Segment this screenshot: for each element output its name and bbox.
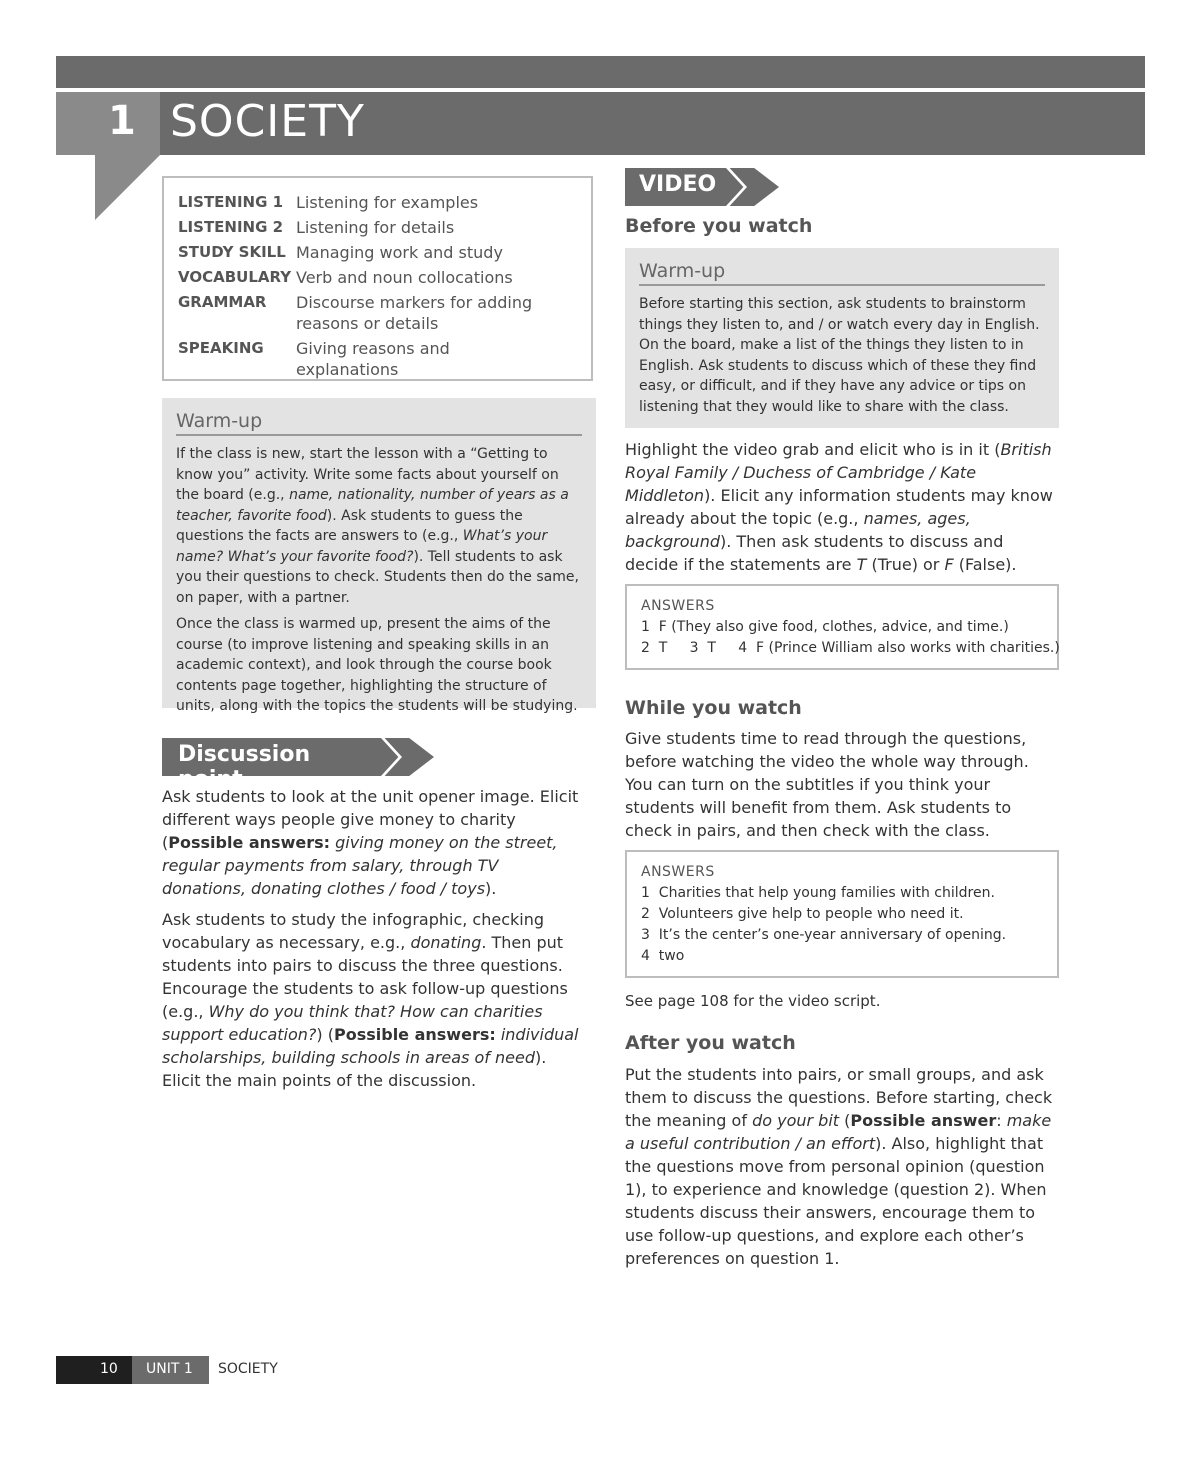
warmup-paragraph-1: If the class is new, start the lesson with a “Getting to know you” activity. Write some facts about yourself on the board (e.g., name, nationality, number of years as a teacher, favorite food). Ask students to guess the questions the facts are answers to (e.g., What’s your name? What’s your favorite food?). Tell students to ask you their questions to check. Students then do the same, on paper, with a partner.	[176, 446, 579, 606]
warmup-right-text: Before starting this section, ask students to brainstorm things they listen to, and / or watch every day in English. On the board, make a list of the things they listen to in English. Ask students to discuss which of these they find easy, or difficult, and if they have any advice or tips on listening that they would like to share with the class.	[639, 296, 1040, 415]
after-you-watch-heading: After you watch	[625, 1032, 796, 1054]
answer-line: 4 two	[641, 948, 685, 964]
aim-key: LISTENING 2	[178, 218, 284, 236]
aim-value: Listening for examples	[296, 193, 479, 212]
answer-line: 2 Volunteers give help to people who need it.	[641, 906, 964, 922]
footer-page-number: 10	[100, 1361, 118, 1377]
answers-heading: ANSWERS	[641, 864, 715, 880]
unit-number: 1	[108, 98, 136, 144]
aim-key: STUDY SKILL	[178, 243, 286, 261]
footer-unit-label: UNIT 1	[146, 1361, 193, 1377]
aims-row	[178, 240, 556, 265]
answer-line: 1 F (They also give food, clothes, advice, and time.)	[641, 619, 1009, 635]
before-you-watch-heading: Before you watch	[625, 215, 813, 237]
discussion-point-label: Discussion point	[178, 742, 311, 792]
warmup-box-right	[625, 248, 1059, 428]
aims-row	[178, 190, 556, 215]
aim-value: Managing work and study	[296, 243, 503, 262]
answers-heading: ANSWERS	[641, 598, 715, 614]
warmup-box-left	[162, 398, 596, 714]
aim-key: LISTENING 1	[178, 193, 284, 211]
aim-value: Listening for details	[296, 218, 455, 237]
aim-value: Verb and noun collocations	[296, 268, 513, 287]
aims-row	[178, 265, 556, 290]
while-you-watch-text: Give students time to read through the questions, before watching the video the whole way through. You can turn on the subtitles if you think your students will benefit from them. Ask students to check in pairs, and then check with the class.	[625, 729, 1029, 840]
warmup-paragraph-2: Once the class is warmed up, present the aims of the course (to improve listening and speaking skills in an academic context), and look through the course book contents page together, highlighting the structure of units, along with the topics the students will be studying.	[176, 616, 578, 714]
warmup-right-title: Warm-up	[639, 260, 1045, 286]
video-tag	[625, 168, 717, 206]
footer-unit-name: SOCIETY	[218, 1361, 278, 1377]
answer-line: 3 It’s the center’s one-year anniversary of opening.	[641, 927, 1007, 943]
unit-title: SOCIETY	[170, 96, 365, 147]
discussion-paragraph-1: Ask students to look at the unit opener image. Elicit different ways people give money to charity (Possible answers: giving money on the street, regular payments from salary, through TV donations, donating clothes / food / toys).	[162, 787, 579, 898]
answer-line: 2 T 3 T 4 F (Prince William also works with charities.)	[641, 640, 1060, 656]
video-label: VIDEO	[639, 172, 717, 197]
aim-key: SPEAKING	[178, 339, 264, 357]
video-script-note: See page 108 for the video script.	[625, 992, 881, 1010]
aim-key: GRAMMAR	[178, 293, 267, 311]
aim-key: VOCABULARY	[178, 268, 292, 286]
discussion-text	[162, 785, 586, 1100]
while-you-watch-heading: While you watch	[625, 697, 802, 719]
aim-value: Giving reasons and explanations	[296, 339, 450, 379]
aim-value: Discourse markers for adding reasons or details	[296, 293, 533, 333]
discussion-point-tag	[162, 738, 372, 792]
aims-row	[178, 336, 556, 382]
answers-box-2	[625, 850, 1059, 978]
warmup-title: Warm-up	[176, 410, 582, 436]
header-top-bar	[56, 56, 1145, 88]
aims-row	[178, 290, 556, 336]
discussion-chevron-icon	[372, 738, 434, 776]
footer-page-block	[56, 1356, 132, 1384]
answers-box-1	[625, 584, 1059, 670]
answer-line: 1 Charities that help young families with children.	[641, 885, 995, 901]
before-you-watch-text: Highlight the video grab and elicit who is in it (British Royal Family / Duchess of Cambridge / Kate Middleton). Elicit any information students may know already about the topic (e.g., names, ages, background). Then ask students to discuss and decide if the statements are T (True) or F (False).	[625, 440, 1053, 574]
aims-table	[178, 190, 556, 382]
video-chevron-icon	[717, 168, 779, 206]
discussion-paragraph-2: Ask students to study the infographic, checking vocabulary as necessary, e.g., donating. Then put students into pairs to discuss the three questions. Encourage the students to ask follow-up questions (e.g., Why do you think that? How can charities support education?) (Possible answers: individual scholarships, building schools in areas of need). Elicit the main points of the discussion.	[162, 910, 579, 1090]
aims-row	[178, 215, 556, 240]
unit-aims-box	[162, 176, 593, 381]
after-you-watch-text: Put the students into pairs, or small groups, and ask them to discuss the questions. Before starting, check the meaning of do your bit (Possible answer: make a useful contribution / an effort). Also, highlight that the questions move from personal opinion (question 1), to experience and knowledge (question 2). When students discuss their answers, encourage them to use follow-up questions, and explore each other’s preferences on question 1.	[625, 1065, 1053, 1268]
unit-number-tab-corner	[95, 155, 160, 220]
